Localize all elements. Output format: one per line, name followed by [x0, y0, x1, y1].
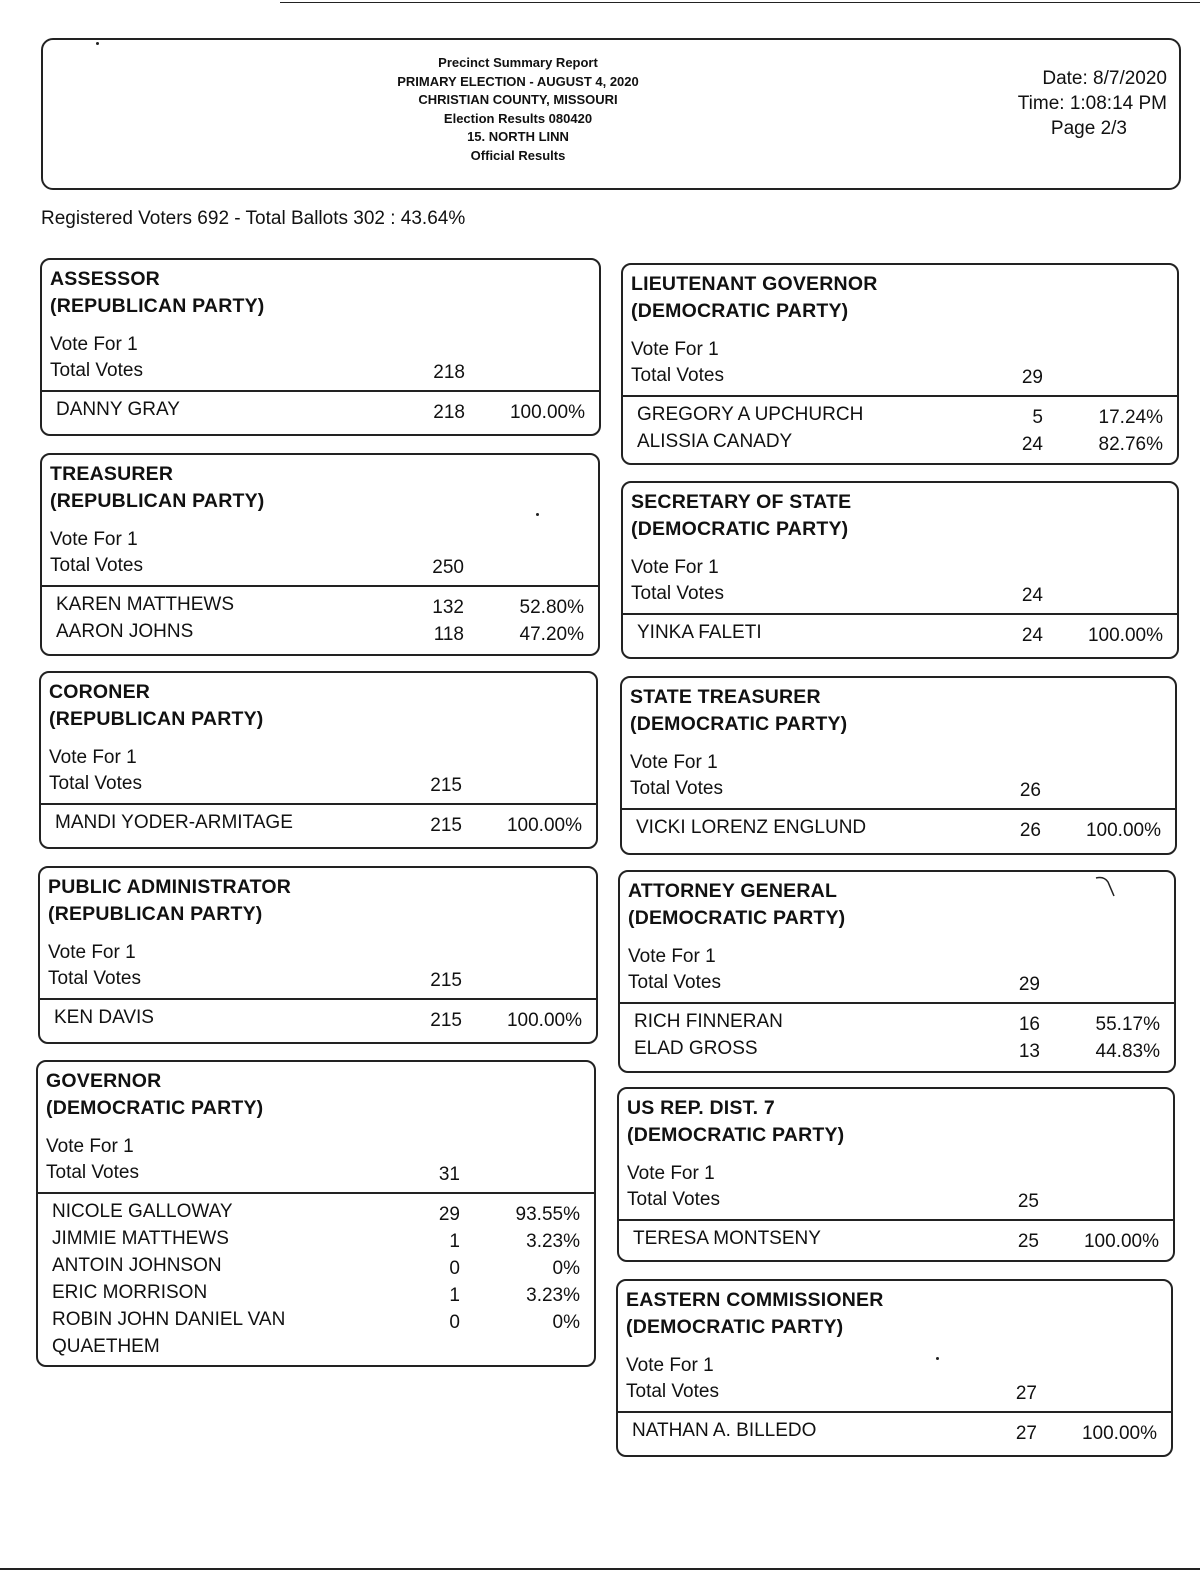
contest-heading	[626, 1287, 884, 1341]
candidate-name-line: QUAETHEM	[52, 1336, 160, 1357]
candidate-percent: 100.00%	[1083, 1231, 1159, 1252]
candidate-name	[56, 618, 356, 645]
candidate-row	[618, 1417, 1171, 1444]
candidate-list	[40, 1004, 596, 1031]
report-header	[41, 38, 1181, 190]
candidate-row	[38, 1279, 594, 1306]
total-votes-label: Total Votes	[631, 365, 724, 386]
candidate-percent: 82.76%	[1098, 434, 1163, 455]
results-id: Election Results 080420	[443, 110, 593, 126]
candidate-votes: 26	[1019, 820, 1041, 841]
contest-title: STATE TREASURER	[630, 686, 821, 708]
candidate-name-line: ERIC MORRISON	[52, 1282, 208, 1303]
contest-title: SECRETARY OF STATE	[631, 491, 852, 513]
candidate-votes: 118	[433, 624, 464, 645]
total-votes-value: 215	[430, 970, 462, 991]
candidate-votes: 13	[1018, 1041, 1040, 1062]
contest-title: TREASURER	[50, 463, 174, 485]
candidate-votes: 24	[1021, 625, 1043, 646]
total-votes-value: 218	[433, 362, 465, 383]
total-votes-label: Total Votes	[46, 1162, 139, 1183]
total-votes-value: 26	[1019, 780, 1041, 801]
total-votes-value: 215	[430, 775, 462, 796]
contest-party: (REPUBLICAN PARTY)	[50, 490, 265, 512]
report-meta	[1018, 66, 1167, 141]
candidate-list	[618, 1417, 1171, 1444]
candidate-percent: 52.80%	[519, 597, 584, 618]
total-votes-label: Total Votes	[628, 972, 721, 993]
county-name: CHRISTIAN COUNTY, MISSOURI	[418, 92, 618, 108]
contest-box	[39, 671, 598, 849]
contest-title: ATTORNEY GENERAL	[628, 880, 838, 902]
scan-speck	[536, 513, 539, 516]
candidate-votes: 16	[1018, 1014, 1040, 1035]
candidate-name	[55, 809, 355, 836]
report-title: Precinct Summary Report	[438, 55, 598, 70]
contest-divider	[42, 390, 599, 392]
candidate-row	[38, 1306, 594, 1360]
candidate-name-line: KAREN MATTHEWS	[56, 594, 235, 615]
contest-heading	[628, 878, 845, 932]
contest-heading	[627, 1095, 844, 1149]
contest-title: CORONER	[49, 681, 151, 703]
contest-box	[617, 1087, 1175, 1262]
contest-divider	[622, 808, 1175, 810]
contest-box	[616, 1279, 1173, 1457]
candidate-votes: 27	[1015, 1423, 1037, 1444]
candidate-name	[634, 1035, 934, 1062]
candidate-votes: 132	[432, 597, 464, 618]
candidate-row	[40, 1004, 596, 1031]
candidate-name-line: ELAD GROSS	[634, 1038, 758, 1059]
contest-divider	[619, 1219, 1173, 1221]
contest-heading	[50, 461, 264, 515]
contest-heading	[631, 271, 877, 325]
candidate-list	[42, 396, 599, 423]
contest-divider	[618, 1411, 1171, 1413]
candidate-percent: 0%	[552, 1312, 580, 1333]
candidate-name	[54, 1004, 354, 1031]
contest-box	[621, 481, 1179, 659]
candidate-row	[622, 814, 1175, 841]
candidate-votes: 1	[449, 1231, 460, 1252]
total-votes-value: 31	[438, 1164, 460, 1185]
contest-box	[40, 258, 601, 436]
candidate-percent: 100.00%	[506, 1010, 582, 1031]
total-votes-value: 24	[1021, 585, 1043, 606]
contest-party: (DEMOCRATIC PARTY)	[626, 1316, 844, 1338]
contest-heading	[50, 266, 264, 320]
results-status: Official Results	[470, 147, 566, 163]
total-votes-value: 29	[1021, 367, 1043, 388]
candidate-percent: 100.00%	[1081, 1423, 1157, 1444]
candidate-percent: 3.23%	[526, 1231, 580, 1252]
candidate-name-line: NICOLE GALLOWAY	[52, 1201, 233, 1222]
contest-divider	[41, 803, 596, 805]
scan-speck	[96, 42, 99, 45]
candidate-name-line: RICH FINNERAN	[634, 1011, 783, 1032]
candidate-votes: 5	[1032, 407, 1043, 428]
total-votes-label: Total Votes	[50, 360, 143, 381]
candidate-percent: 3.23%	[526, 1285, 580, 1306]
election-name: PRIMARY ELECTION - AUGUST 4, 2020	[397, 73, 639, 89]
page-number: Page 2/3	[1050, 118, 1127, 139]
contest-title: PUBLIC ADMINISTRATOR	[48, 876, 292, 898]
candidate-votes: 29	[438, 1204, 460, 1225]
vote-for-label: Vote For 1	[630, 752, 718, 773]
candidate-name	[56, 396, 356, 423]
candidate-name	[637, 401, 937, 428]
candidate-votes: 24	[1021, 434, 1043, 455]
contest-divider	[623, 395, 1177, 397]
candidate-list	[620, 1008, 1174, 1062]
candidate-percent: 55.17%	[1095, 1014, 1160, 1035]
contest-party: (DEMOCRATIC PARTY)	[628, 907, 846, 929]
candidate-votes: 218	[433, 402, 465, 423]
candidate-list	[41, 809, 596, 836]
candidate-name-line: TERESA MONTSENY	[633, 1228, 821, 1249]
contest-box	[621, 263, 1179, 465]
total-votes-label: Total Votes	[626, 1381, 719, 1402]
contest-divider	[620, 1002, 1174, 1004]
contest-heading	[49, 679, 263, 733]
vote-for-label: Vote For 1	[627, 1163, 715, 1184]
contest-divider	[623, 613, 1177, 615]
contest-title: US REP. DIST. 7	[627, 1097, 775, 1119]
candidate-percent: 17.24%	[1098, 407, 1163, 428]
report-date: Date: 8/7/2020	[1042, 68, 1167, 89]
candidate-name-line: GREGORY A UPCHURCH	[637, 404, 864, 425]
candidate-name	[52, 1306, 352, 1360]
candidate-row	[42, 396, 599, 423]
candidate-name-line: VICKI LORENZ ENGLUND	[636, 817, 867, 838]
candidate-list	[42, 591, 598, 645]
contest-party: (DEMOCRATIC PARTY)	[46, 1097, 264, 1119]
total-votes-label: Total Votes	[630, 778, 723, 799]
total-votes-value: 250	[432, 557, 464, 578]
contest-party: (REPUBLICAN PARTY)	[49, 708, 264, 730]
scan-speck	[936, 1357, 939, 1360]
candidate-votes: 25	[1017, 1231, 1039, 1252]
candidate-name-line: AARON JOHNS	[56, 621, 194, 642]
candidate-percent: 47.20%	[519, 624, 584, 645]
vote-for-label: Vote For 1	[50, 529, 138, 550]
candidate-row	[619, 1225, 1173, 1252]
total-votes-label: Total Votes	[49, 773, 142, 794]
candidate-row	[42, 618, 598, 645]
contest-box	[38, 866, 598, 1044]
candidate-list	[622, 814, 1175, 841]
candidate-name	[634, 1008, 934, 1035]
candidate-row	[38, 1225, 594, 1252]
total-votes-value: 29	[1018, 974, 1040, 995]
candidate-name	[52, 1252, 352, 1279]
total-votes-value: 25	[1017, 1191, 1039, 1212]
candidate-percent: 100.00%	[506, 815, 582, 836]
candidate-name-line: ANTOIN JOHNSON	[52, 1255, 222, 1276]
candidate-percent: 100.00%	[1085, 820, 1161, 841]
contest-title: EASTERN COMMISSIONER	[626, 1289, 884, 1311]
top-rule	[280, 2, 1200, 3]
candidate-name	[52, 1279, 352, 1306]
candidate-row	[623, 401, 1177, 428]
candidate-name	[52, 1225, 352, 1252]
candidate-row	[623, 428, 1177, 455]
vote-for-label: Vote For 1	[48, 942, 136, 963]
contest-heading	[46, 1068, 263, 1122]
contest-title: GOVERNOR	[46, 1070, 162, 1092]
precinct-name: 15. NORTH LINN	[467, 129, 569, 145]
candidate-votes: 215	[430, 815, 462, 836]
contest-heading	[630, 684, 847, 738]
contest-box	[36, 1060, 596, 1367]
contest-title: LIEUTENANT GOVERNOR	[631, 273, 878, 295]
candidate-name-line: ALISSIA CANADY	[637, 431, 793, 452]
vote-for-label: Vote For 1	[46, 1136, 134, 1157]
total-votes-label: Total Votes	[48, 968, 141, 989]
candidate-list	[623, 619, 1177, 646]
candidate-row	[38, 1198, 594, 1225]
candidate-votes: 1	[449, 1285, 460, 1306]
contest-divider	[42, 585, 598, 587]
contest-party: (REPUBLICAN PARTY)	[48, 903, 263, 925]
vote-for-label: Vote For 1	[628, 946, 716, 967]
candidate-row	[623, 619, 1177, 646]
candidate-name	[633, 1225, 933, 1252]
vote-for-label: Vote For 1	[50, 334, 138, 355]
total-votes-value: 27	[1015, 1383, 1037, 1404]
contest-heading	[631, 489, 851, 543]
candidate-votes: 0	[449, 1258, 460, 1279]
candidate-percent: 0%	[552, 1258, 580, 1279]
candidate-name	[637, 619, 937, 646]
candidate-list	[619, 1225, 1173, 1252]
report-title-block	[343, 54, 693, 166]
candidate-percent: 93.55%	[515, 1204, 580, 1225]
candidate-name	[637, 428, 937, 455]
contest-box	[40, 453, 600, 656]
candidate-name-line: KEN DAVIS	[54, 1007, 154, 1028]
candidate-name	[52, 1198, 352, 1225]
candidate-row	[38, 1252, 594, 1279]
contest-party: (DEMOCRATIC PARTY)	[630, 713, 848, 735]
turnout-summary: Registered Voters 692 - Total Ballots 302 : 43.64%	[41, 208, 466, 229]
candidate-name-line: NATHAN A. BILLEDO	[632, 1420, 817, 1441]
candidate-percent: 44.83%	[1095, 1041, 1160, 1062]
contest-divider	[40, 998, 596, 1000]
contest-title: ASSESSOR	[50, 268, 160, 290]
candidate-row	[620, 1035, 1174, 1062]
contest-divider	[38, 1192, 594, 1194]
contest-heading	[48, 874, 291, 928]
contest-party: (DEMOCRATIC PARTY)	[631, 518, 849, 540]
bottom-rule	[0, 1568, 1200, 1570]
total-votes-label: Total Votes	[50, 555, 143, 576]
candidate-name-line: ROBIN JOHN DANIEL VAN	[52, 1309, 286, 1330]
candidate-percent: 100.00%	[509, 402, 585, 423]
contest-box	[618, 870, 1176, 1073]
report-time: Time: 1:08:14 PM	[1017, 93, 1167, 114]
candidate-percent: 100.00%	[1087, 625, 1163, 646]
candidate-name	[636, 814, 936, 841]
candidate-name-line: YINKA FALETI	[637, 622, 762, 643]
vote-for-label: Vote For 1	[49, 747, 137, 768]
candidate-name-line: DANNY GRAY	[56, 399, 180, 420]
vote-for-label: Vote For 1	[631, 557, 719, 578]
candidate-list	[623, 401, 1177, 455]
contest-box	[620, 676, 1177, 855]
total-votes-label: Total Votes	[627, 1189, 720, 1210]
candidate-name-line: MANDI YODER-ARMITAGE	[55, 812, 293, 833]
pen-mark	[1094, 874, 1118, 900]
contest-party: (DEMOCRATIC PARTY)	[627, 1124, 845, 1146]
vote-for-label: Vote For 1	[626, 1355, 714, 1376]
candidate-row	[41, 809, 596, 836]
candidate-votes: 0	[449, 1312, 460, 1333]
candidate-row	[42, 591, 598, 618]
candidate-row	[620, 1008, 1174, 1035]
candidate-votes: 215	[430, 1010, 462, 1031]
candidate-list	[38, 1198, 594, 1360]
candidate-name	[56, 591, 356, 618]
candidate-name-line: JIMMIE MATTHEWS	[52, 1228, 229, 1249]
contest-party: (REPUBLICAN PARTY)	[50, 295, 265, 317]
vote-for-label: Vote For 1	[631, 339, 719, 360]
candidate-name	[632, 1417, 932, 1444]
total-votes-label: Total Votes	[631, 583, 724, 604]
contest-party: (DEMOCRATIC PARTY)	[631, 300, 849, 322]
